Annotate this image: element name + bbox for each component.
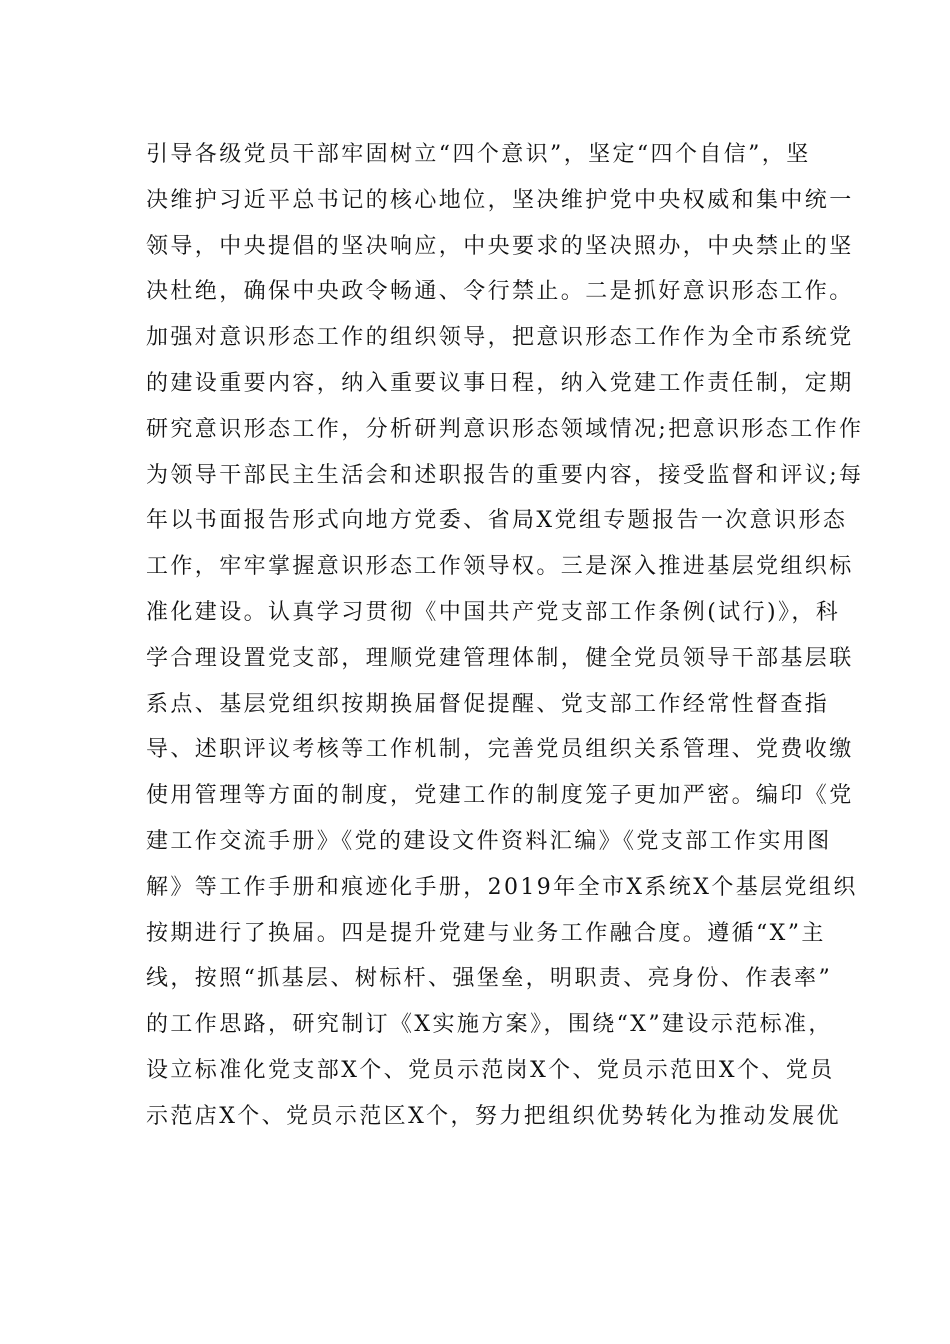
text-line: 按期进行了换届。四是提升党建与业务工作融合度。遵循“X”主 <box>146 920 826 946</box>
text-line: 使用管理等方面的制度，党建工作的制度笼子更加严密。编印《党 <box>146 783 854 809</box>
text-line: 加强对意识形态工作的组织领导，把意识形态工作作为全市系统党 <box>146 325 854 351</box>
text-line: 线，按照“抓基层、树标杆、强堡垒，明职责、亮身份、作表率” <box>146 966 833 992</box>
text-line: 准化建设。认真学习贯彻《中国共产党支部工作条例(试行)》，科 <box>146 599 841 625</box>
text-line: 系点、基层党组织按期换届督促提醒、党支部工作经常性督查指 <box>146 691 830 717</box>
text-line: 决维护习近平总书记的核心地位，坚决维护党中央权威和集中统一 <box>146 187 854 213</box>
text-line: 研究意识形态工作，分析研判意识形态领域情况;把意识形态工作作 <box>146 416 864 442</box>
text-line: 年以书面报告形式向地方党委、省局X党组专题报告一次意识形态 <box>146 508 848 534</box>
text-line: 的工作思路，研究制订《X实施方案》，围绕“X”建设示范标准， <box>146 1012 833 1038</box>
text-line: 为领导干部民主生活会和述职报告的重要内容，接受监督和评议;每 <box>146 462 864 488</box>
text-line: 工作，牢牢掌握意识形态工作领导权。三是深入推进基层党组织标 <box>146 554 854 580</box>
text-line: 示范店X个、党员示范区X个，努力把组织优势转化为推动发展优 <box>146 1103 841 1129</box>
text-line: 引导各级党员干部牢固树立“四个意识”，坚定“四个自信”，坚 <box>146 142 811 167</box>
text-line: 建工作交流手册》《党的建设文件资料汇编》《党支部工作实用图 <box>146 828 832 854</box>
text-line: 解》等工作手册和痕迹化手册，2019年全市X系统X个基层党组织 <box>146 874 858 900</box>
text-line: 设立标准化党支部X个、党员示范岗X个、党员示范田X个、党员 <box>146 1057 835 1083</box>
document-body <box>146 132 864 1140</box>
text-line: 的建设重要内容，纳入重要议事日程，纳入党建工作责任制，定期 <box>146 370 854 396</box>
text-line: 决杜绝，确保中央政令畅通、令行禁止。二是抓好意识形态工作。 <box>146 279 854 305</box>
text-line: 学合理设置党支部，理顺党建管理体制，健全党员领导干部基层联 <box>146 645 854 671</box>
text-line: 领导，中央提倡的坚决响应，中央要求的坚决照办，中央禁止的坚 <box>146 233 854 259</box>
text-line: 导、述职评议考核等工作机制，完善党员组织关系管理、党费收缴 <box>146 737 854 763</box>
